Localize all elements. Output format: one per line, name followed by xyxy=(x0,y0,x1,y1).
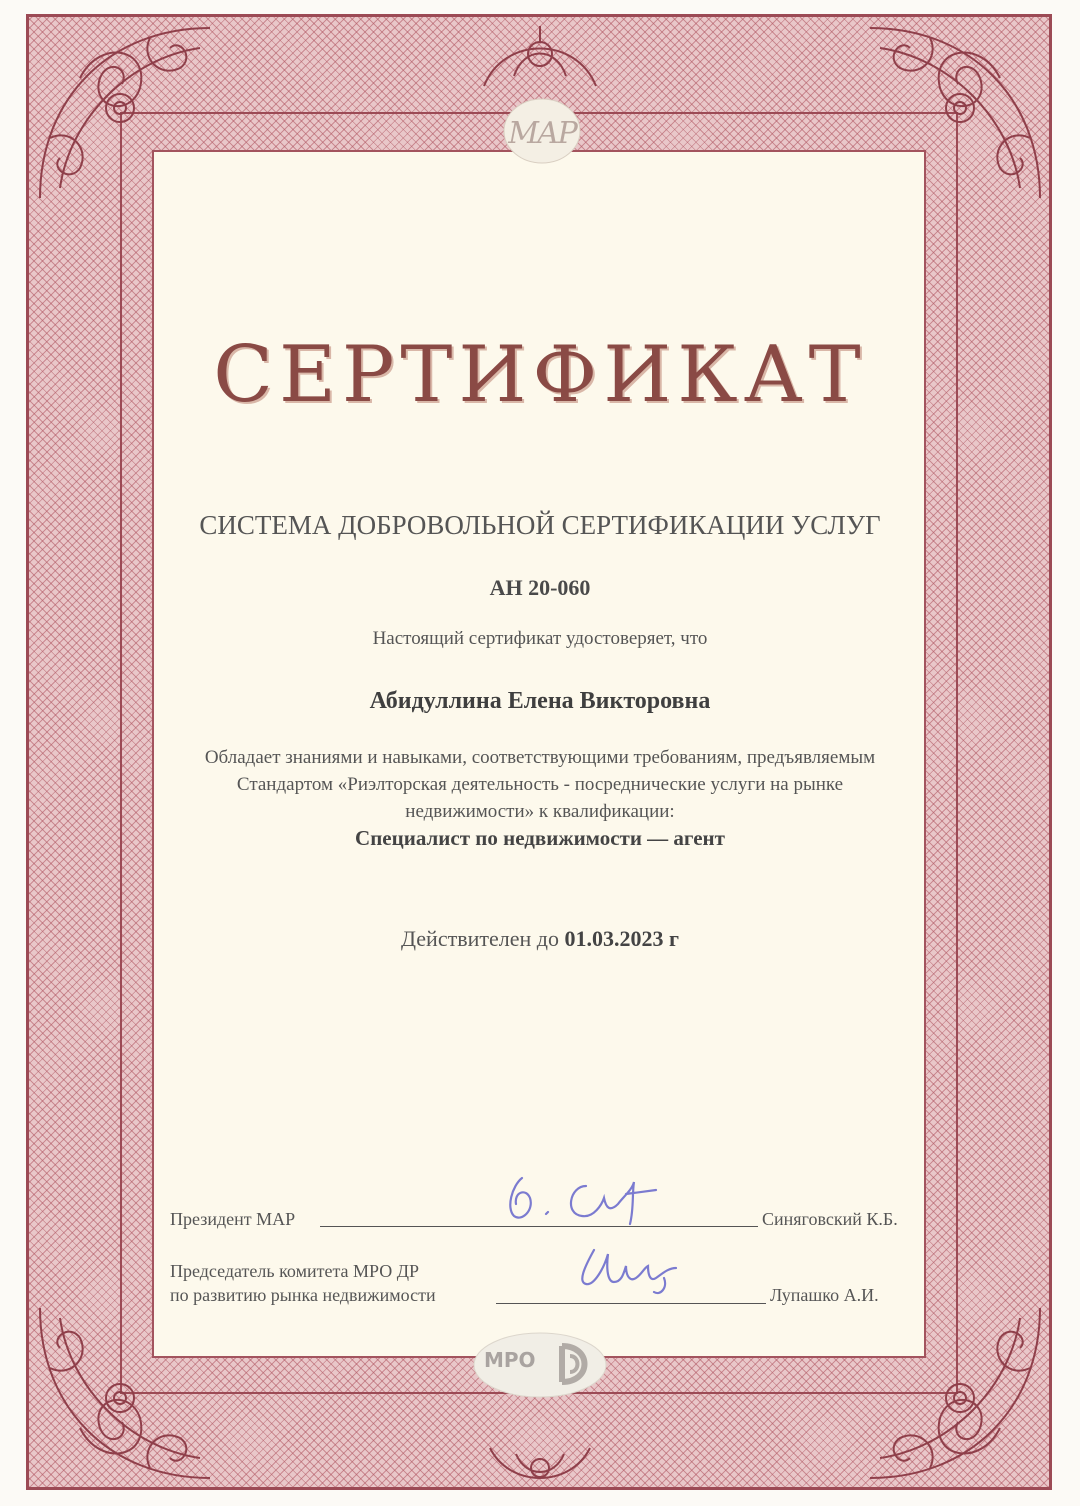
signatory-name: Синяговский К.Б. xyxy=(762,1209,898,1229)
bottom-crest-ornament-icon xyxy=(482,1438,598,1498)
validity-date: 01.03.2023 г xyxy=(564,926,679,951)
signatory-position: по развитию рынка недвижимости xyxy=(170,1285,436,1305)
president-signature-icon xyxy=(486,1164,686,1230)
top-crest-ornament-icon xyxy=(474,16,606,98)
signatory-position: Президент МАР xyxy=(170,1209,296,1229)
description-line: Стандартом «Риэлторская деятельность - посреднические услуги на рынке xyxy=(236,774,844,795)
certificate-title: СЕРТИФИКАТ xyxy=(213,330,867,420)
certificate-number: АН 20-060 xyxy=(489,575,591,600)
qualification-description xyxy=(150,744,930,825)
holder-name: Абидуллина Елена Викторовна xyxy=(369,688,711,714)
qualification-title: Специалист по недвижимости — агент xyxy=(355,826,725,850)
mro-dr-logo xyxy=(470,1330,610,1400)
mar-logo xyxy=(500,96,584,166)
certificate-intro: Настоящий сертификат удостоверяет, что xyxy=(372,628,708,649)
mro-logo-lettering: МРО xyxy=(484,1348,536,1372)
chairman-signature-icon xyxy=(564,1238,704,1300)
description-line: недвижимости» к квалификации: xyxy=(405,801,675,822)
certification-system: СИСТЕМА ДОБРОВОЛЬНОЙ СЕРТИФИКАЦИИ УСЛУГ xyxy=(199,510,881,540)
validity xyxy=(150,926,930,952)
validity-label: Действителен до xyxy=(401,926,559,951)
mar-logo-lettering: МАР xyxy=(508,116,576,151)
signatory-name: Лупашко А.И. xyxy=(770,1285,879,1305)
description-line: Обладает знаниями и навыками, соответствующими требованиям, предъявляемым xyxy=(204,747,876,768)
signatory-position: Председатель комитета МРО ДР xyxy=(170,1261,420,1281)
